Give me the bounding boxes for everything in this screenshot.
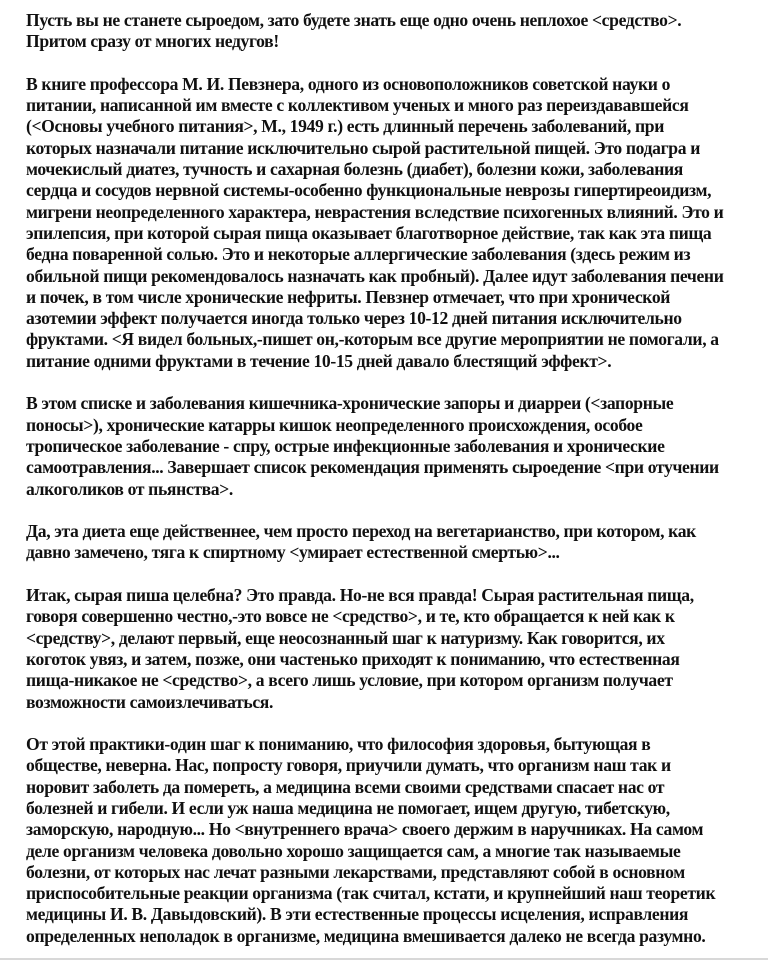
text-line: заморскую, народную... Но <внутреннего врача> своего держим в наручниках. На самом (26, 819, 704, 840)
paragraph-intro (26, 10, 746, 53)
text-line: которых назначали питание исключительно сырой растительной пищей. Это подагра и (26, 137, 700, 158)
paragraph-health-philosophy (26, 734, 746, 947)
paragraph-raw-food-truth (26, 585, 746, 713)
text-line: обществе, неверна. Нас, попросту говоря, приучили думать, что организм наш так и (26, 755, 671, 776)
text-line: Да, эта диета еще действеннее, чем просто переход на вегетарианство, при котором, как (26, 521, 696, 542)
text-line: пища-никакое не <средство>, а всего лишь условие, при котором организм получает (26, 670, 673, 691)
paragraph-intestinal-diseases (26, 393, 746, 499)
text-line: говоря совершенно честно,-это вовсе не <средство>, и те, кто обращается к ней как к (26, 606, 675, 627)
text-line: бедна поваренной солью. Это и некоторые аллергические заболевания (здесь режим из (26, 244, 691, 265)
text-line: алкоголиков от пьянства>. (26, 478, 233, 499)
text-line: От этой практики-один шаг к пониманию, что философия здоровья, бытующая в (26, 734, 651, 755)
text-line: самоотравления... Завершает список рекомендация применять сыроедение <при отучении (26, 457, 719, 478)
paragraph-pevzner (26, 74, 746, 372)
text-line: возможности самоизлечиваться. (26, 691, 274, 712)
paragraph-gap (26, 564, 746, 585)
text-line: давно замечено, тяга к спиртному <умирает естественной смертью>... (26, 542, 560, 563)
paragraph-gap (26, 372, 746, 393)
text-line: мигрени неопределенного характера, неврастения вследствие психогенных влияний. Это и (26, 201, 724, 222)
text-line: и почек, в том числе хронические нефриты. Певзнер отмечает, что при хронической (26, 286, 671, 307)
text-line: Притом сразу от многих недугов! (26, 31, 279, 52)
text-line: <средству>, делают первый, еще неосознанный шаг к натуризму. Как говорится, их (26, 627, 665, 648)
text-line: приспособительные реакции организма (так считал, кстати, и крупнейший наш теоретик (26, 883, 716, 904)
text-line: обильной пищи рекомендовалось назначать как пробный). Далее идут заболевания печени (26, 265, 724, 286)
paragraph-gap (26, 500, 746, 521)
text-line: коготок увяз, и затем, позже, они частенько приходят к пониманию, что естественная (26, 648, 680, 669)
text-line: эпилепсия, при которой сырая пища оказывает благотворное действие, так как эта пища (26, 222, 712, 243)
text-line: болезней и гибели. И если уж наша медицина не помогает, ищем другую, тибетскую, (26, 797, 670, 818)
text-line: деле организм человека довольно хорошо защищается сам, а многие так называемые (26, 840, 681, 861)
text-line: азотемии эффект получается иногда только через 10-12 дней питания исключительно (26, 308, 682, 329)
paragraph-gap (26, 53, 746, 74)
text-line: Пусть вы не станете сыроедом, зато будете знать еще одно очень неплохое <средство>. (26, 10, 682, 30)
text-line: определенных неполадок в организме, медицина вмешивается далеко не всегда разумно. (26, 925, 706, 946)
paragraph-gap (26, 713, 746, 734)
text-line: питании, написанной им вместе с коллективом ученых и много раз переиздававшейся (26, 95, 689, 116)
text-line: питание одними фруктами в течение 10-15 дней давало блестящий эффект>. (26, 350, 612, 371)
text-line: фруктами. <Я видел больных,-пишет он,-которым все другие мероприятии не помогали, а (26, 329, 719, 350)
text-line: медицины И. В. Давыдовский). В эти естественные процессы исцеления, исправления (26, 904, 689, 925)
text-line: поносы>), хронические катарры кишок неопределенного происхождения, особое (26, 414, 643, 435)
text-line: (<Основы учебного питания>, М., 1949 г.) есть длинный перечень заболеваний, при (26, 116, 664, 137)
text-line: Итак, сырая пиша целебна? Это правда. Но-не вся правда! Сырая растительная пища, (26, 585, 694, 606)
text-line: тропическое заболевание - спру, острые инфекционные заболевания и хронические (26, 435, 665, 456)
text-line: мочекислый диатез, тучность и сахарная болезнь (диабет), болезни кожи, заболевания (26, 159, 683, 180)
text-line: болезни, от которых нас лечат разными лекарствами, представляют собой в основном (26, 861, 685, 882)
text-line: В книге профессора М. И. Певзнера, одного из основоположников советской науки о (26, 73, 671, 94)
text-line: сердца и сосудов нервной системы-особенно функциональные неврозы гипертиреоидизм, (26, 180, 712, 201)
text-line: В этом списке и заболевания кишечника-хронические запоры и диарреи (<запорные (26, 393, 674, 414)
text-line: норовит заболеть да помереть, а медицина всеми своими средствами спасает нас от (26, 776, 665, 797)
paragraph-vegetarianism (26, 521, 746, 564)
